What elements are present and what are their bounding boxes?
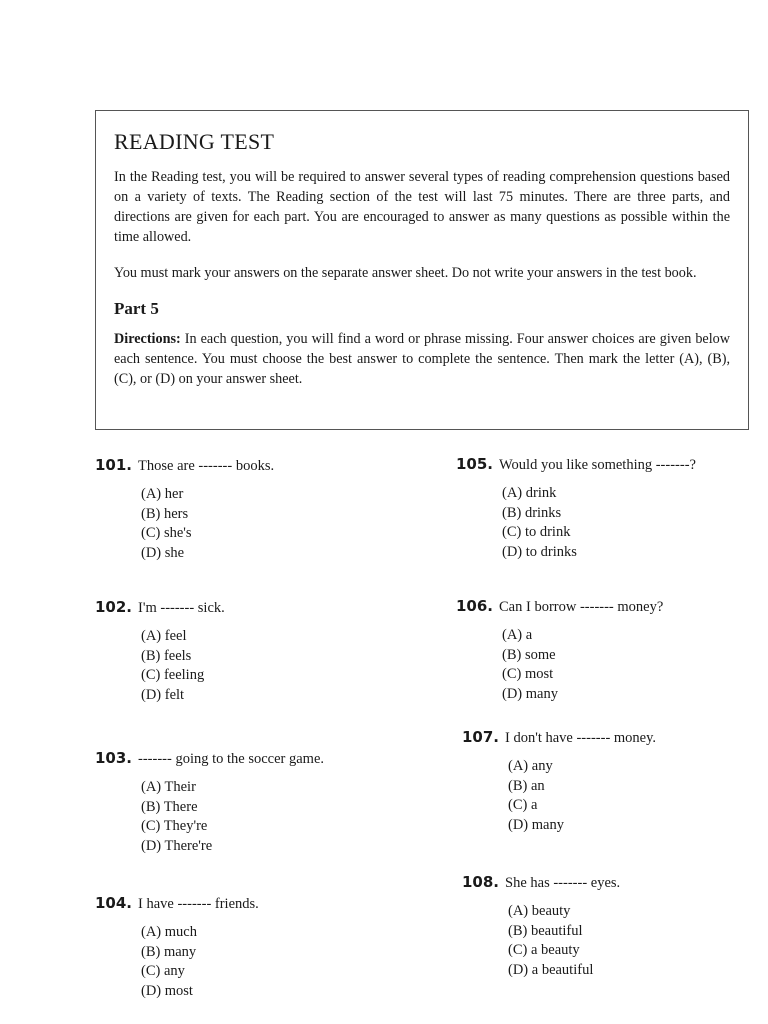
directions-paragraph xyxy=(114,329,730,389)
option-c: (C) most xyxy=(502,666,554,683)
question-number: 108. xyxy=(462,873,500,891)
option-d: (D) to drinks xyxy=(502,543,577,560)
option-a: (A) any xyxy=(508,758,553,774)
option-c: (C) feeling xyxy=(141,667,205,684)
question-104 xyxy=(95,894,415,1001)
answer-sheet-paragraph: You must mark your answers on the separate answer sheet. Do not write your answers in the test book. xyxy=(114,265,697,281)
option-d: (D) a beautiful xyxy=(508,961,594,978)
directions-label: Directions: xyxy=(114,331,181,347)
option-c: (C) a beauty xyxy=(508,942,580,959)
question-stem: I'm ------- sick. xyxy=(138,600,225,616)
option-a: (A) beauty xyxy=(508,903,571,919)
option-a: (A) drink xyxy=(502,485,557,501)
option-b: (B) many xyxy=(141,943,197,960)
question-stem: I don't have ------- money. xyxy=(505,730,657,746)
option-d: (D) she xyxy=(141,544,185,561)
option-d: (D) There're xyxy=(141,837,213,854)
intro-paragraph: In the Reading test, you will be required to answer several types of reading comprehension questions based on a variety of texts. The Reading section of the test will last 75 minutes. There are three parts, and directions are given for each part. You are encouraged to answer as many questions as possible within the time allowed. xyxy=(114,169,730,245)
question-number: 106. xyxy=(456,597,494,615)
option-a: (A) a xyxy=(502,627,533,643)
option-a: (A) feel xyxy=(141,628,187,644)
question-number: 105. xyxy=(456,455,494,473)
option-a: (A) Their xyxy=(141,779,196,795)
question-number: 104. xyxy=(95,894,133,912)
part-title: Part 5 xyxy=(114,299,159,318)
option-c: (C) to drink xyxy=(502,524,571,541)
question-106 xyxy=(456,597,768,704)
option-a: (A) her xyxy=(141,486,184,502)
question-102 xyxy=(95,598,415,705)
option-c: (C) she's xyxy=(141,525,192,542)
option-c: (C) a xyxy=(508,797,538,814)
option-b: (B) There xyxy=(141,798,198,815)
option-b: (B) an xyxy=(508,777,545,794)
page-title: READING TEST xyxy=(114,129,275,154)
instructions-box xyxy=(95,110,749,430)
question-number: 101. xyxy=(95,456,133,474)
question-101 xyxy=(95,456,415,563)
option-d: (D) felt xyxy=(141,686,185,703)
option-a: (A) much xyxy=(141,924,197,940)
option-b: (B) drinks xyxy=(502,504,562,521)
question-108 xyxy=(462,873,768,980)
question-stem: She has ------- eyes. xyxy=(505,875,621,891)
question-stem: Can I borrow ------- money? xyxy=(499,599,664,615)
option-d: (D) many xyxy=(508,816,564,833)
question-107 xyxy=(462,728,768,835)
option-b: (B) beautiful xyxy=(508,922,583,939)
question-stem: I have ------- friends. xyxy=(138,896,259,912)
option-d: (D) most xyxy=(141,982,193,999)
directions-text: In each question, you will find a word or phrase missing. Four answer choices are given below each sentence. You must choose the best answer to complete the sentence. Then mark the letter (A), (B), (C), or (D) on your answer sheet. xyxy=(114,331,730,387)
option-c: (C) any xyxy=(141,963,185,980)
option-c: (C) They're xyxy=(141,818,208,835)
option-d: (D) many xyxy=(502,685,558,702)
option-b: (B) some xyxy=(502,646,556,663)
question-105 xyxy=(456,455,768,562)
question-number: 107. xyxy=(462,728,500,746)
question-number: 102. xyxy=(95,598,133,616)
option-b: (B) feels xyxy=(141,647,192,664)
question-stem: Those are ------- books. xyxy=(138,458,275,474)
question-103 xyxy=(95,749,415,856)
question-stem: Would you like something -------? xyxy=(499,457,696,473)
question-stem: ------- going to the soccer game. xyxy=(138,751,325,767)
option-b: (B) hers xyxy=(141,505,189,522)
question-number: 103. xyxy=(95,749,133,767)
